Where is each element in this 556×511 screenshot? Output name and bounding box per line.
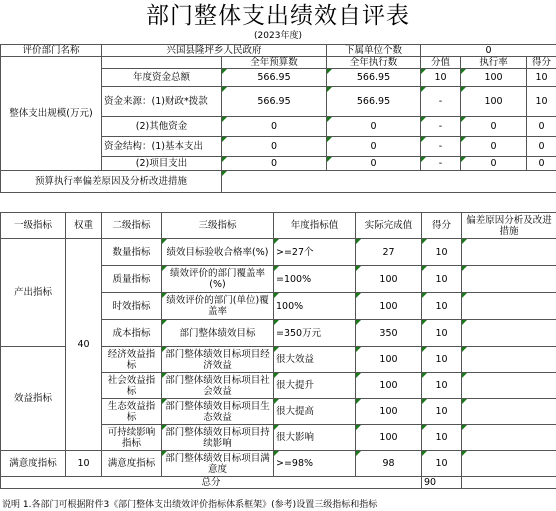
deviation-row — [1, 171, 556, 193]
scale-label: 年度资金总额 — [102, 69, 222, 87]
indicator-table — [0, 212, 556, 489]
header-level2: 二级指标 — [102, 213, 162, 239]
level2: 社会效益指标 — [102, 373, 162, 399]
level2: 经济效益指标 — [102, 347, 162, 373]
scale-budget: 0 — [222, 117, 327, 137]
target: 很大提高 — [274, 399, 356, 425]
sub-units-value: 0 — [421, 45, 556, 57]
deviation — [462, 347, 556, 373]
level1-satisfaction: 满意度指标 — [1, 451, 66, 477]
deviation — [462, 399, 556, 425]
scale-rate: 0 — [461, 117, 527, 137]
level3: 部门整体绩效目标 — [162, 320, 274, 347]
level3: 部门整体绩效目标项目满意度 — [162, 451, 274, 477]
level2: 质量指标 — [102, 266, 162, 293]
level2: 成本指标 — [102, 320, 162, 347]
dept-value: 兴国县隆坪乡人民政府 — [102, 45, 327, 57]
score: 10 — [422, 399, 462, 425]
level2: 生态效益指标 — [102, 399, 162, 425]
actual: 100 — [356, 373, 422, 399]
scale-actual: 0 — [327, 157, 421, 171]
level3: 绩效评价的部门(单位)覆盖率 — [162, 293, 274, 320]
actual: 98 — [356, 451, 422, 477]
scale-budget: 566.95 — [222, 87, 327, 117]
level3: 部门整体绩效目标项目持续影响 — [162, 425, 274, 451]
scale-budget: 0 — [222, 157, 327, 171]
target: >=27个 — [274, 239, 356, 266]
target: =350万元 — [274, 320, 356, 347]
header-target: 年度指标值 — [274, 213, 356, 239]
scale-actual: 0 — [327, 117, 421, 137]
header-actual: 实际完成值 — [356, 213, 422, 239]
weight-output-benefit: 40 — [66, 239, 102, 451]
scale-score-value: 10 — [421, 69, 461, 87]
scale-label: (2)项目支出 — [102, 157, 222, 171]
score: 10 — [422, 293, 462, 320]
header-level1: 一级指标 — [1, 213, 66, 239]
scale-row-label: 整体支出规模(万元) — [1, 57, 102, 171]
page-subtitle: (2023年度) — [254, 31, 302, 41]
total-value: 90 — [422, 477, 462, 489]
indicator-header-row — [1, 213, 556, 239]
total-label: 总分 — [1, 477, 422, 489]
level3: 绩效评价的部门覆盖率(%) — [162, 266, 274, 293]
level2: 时效指标 — [102, 293, 162, 320]
dept-row — [1, 45, 556, 57]
target: 很大影响 — [274, 425, 356, 451]
budget-scale-table — [0, 44, 556, 193]
score: 10 — [422, 347, 462, 373]
scale-score-value: - — [421, 137, 461, 157]
deviation — [462, 373, 556, 399]
level2: 满意度指标 — [102, 451, 162, 477]
scale-score-value: - — [421, 157, 461, 171]
actual: 100 — [356, 399, 422, 425]
scale-actual: 566.95 — [327, 69, 421, 87]
col-score-value: 分值 — [421, 57, 461, 69]
actual: 100 — [356, 266, 422, 293]
level1-output: 产出指标 — [1, 239, 66, 347]
deviation — [462, 320, 556, 347]
scale-label: (2)其他资金 — [102, 117, 222, 137]
scale-rate: 0 — [461, 157, 527, 171]
scale-score: 10 — [527, 87, 556, 117]
level3: 部门整体绩效目标项目生态效益 — [162, 399, 274, 425]
total-row — [1, 477, 556, 489]
score: 10 — [422, 425, 462, 451]
deviation-label: 预算执行率偏差原因及分析改进措施 — [1, 171, 222, 193]
actual: 350 — [356, 320, 422, 347]
level1-benefit: 效益指标 — [1, 347, 66, 451]
indicator-row — [1, 239, 556, 266]
scale-actual: 0 — [327, 137, 421, 157]
sub-units-label: 下属单位个数 — [327, 45, 421, 57]
level3: 部门整体绩效目标项目经济效益 — [162, 347, 274, 373]
target: =100% — [274, 266, 356, 293]
header-score: 得分 — [422, 213, 462, 239]
col-budget: 全年预算数 — [222, 57, 327, 69]
actual: 100 — [356, 425, 422, 451]
scale-label: 资金来源：(1)财政*拨款 — [102, 87, 222, 117]
scale-score-value: - — [421, 87, 461, 117]
target: >=98% — [274, 451, 356, 477]
col-actual: 全年执行数 — [327, 57, 421, 69]
weight-satisfaction: 10 — [66, 451, 102, 477]
scale-header-row — [1, 57, 556, 69]
col-rate: 执行率 — [461, 57, 527, 69]
scale-actual: 566.95 — [327, 87, 421, 117]
score: 10 — [422, 373, 462, 399]
score: 10 — [422, 320, 462, 347]
score: 10 — [422, 239, 462, 266]
header-deviation: 偏差原因分析及改进措施 — [462, 213, 556, 239]
scale-label: 资金结构：(1)基本支出 — [102, 137, 222, 157]
actual: 27 — [356, 239, 422, 266]
scale-budget: 566.95 — [222, 69, 327, 87]
scale-rate: 100 — [461, 69, 527, 87]
target: 很大提升 — [274, 373, 356, 399]
scale-score: 10 — [527, 69, 556, 87]
col-score: 得分 — [527, 57, 556, 69]
deviation — [462, 425, 556, 451]
scale-score: 0 — [527, 137, 556, 157]
actual: 100 — [356, 293, 422, 320]
scale-budget: 0 — [222, 137, 327, 157]
deviation — [462, 239, 556, 266]
scale-score: 0 — [527, 157, 556, 171]
header-level3: 三级指标 — [162, 213, 274, 239]
footnote: 说明 1.各部门可根据附件3《部门整体支出绩效评价指标体系框架》(参考)设置三级指标和指标 — [2, 500, 378, 510]
indicator-row — [1, 451, 556, 477]
deviation — [462, 266, 556, 293]
deviation-value — [222, 171, 556, 193]
actual: 100 — [356, 347, 422, 373]
scale-rate: 100 — [461, 87, 527, 117]
scale-rate: 0 — [461, 137, 527, 157]
dept-label: 评价部门名称 — [1, 45, 102, 57]
target: 100% — [274, 293, 356, 320]
page-title: 部门整体支出绩效自评表 — [146, 3, 410, 29]
level3: 绩效目标验收合格率(%) — [162, 239, 274, 266]
level3: 部门整体绩效目标项目社会效益 — [162, 373, 274, 399]
scale-score: 0 — [527, 117, 556, 137]
header-weight: 权重 — [66, 213, 102, 239]
score: 10 — [422, 451, 462, 477]
level2: 数量指标 — [102, 239, 162, 266]
score: 10 — [422, 266, 462, 293]
level2: 可持续影响指标 — [102, 425, 162, 451]
scale-blank-header — [102, 57, 222, 69]
scale-score-value: - — [421, 117, 461, 137]
total-blank — [462, 477, 556, 489]
target: 很大效益 — [274, 347, 356, 373]
deviation — [462, 293, 556, 320]
deviation — [462, 451, 556, 477]
